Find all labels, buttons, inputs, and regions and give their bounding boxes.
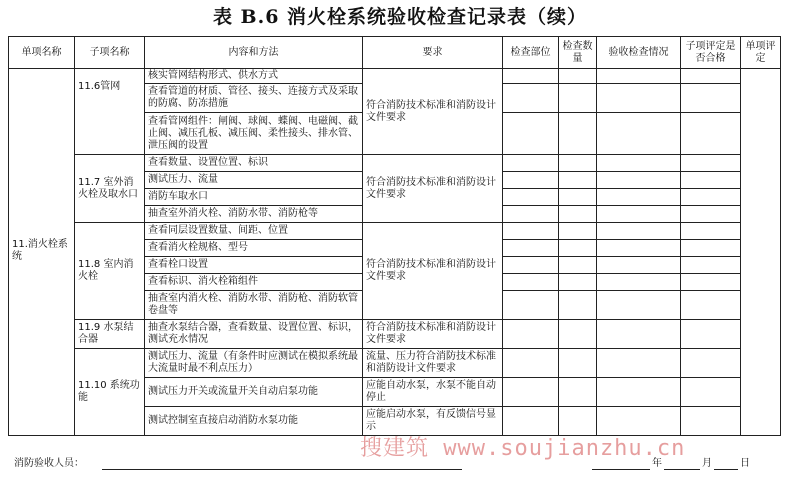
check-result-cell[interactable] [597,189,681,206]
content-cell: 查看数量、设置位置、标识 [145,155,363,172]
check-location-cell[interactable] [503,291,559,320]
subitem-pass-cell[interactable] [681,84,741,113]
check-location-cell[interactable] [503,113,559,155]
subitem-pass-cell[interactable] [681,206,741,223]
check-location-cell[interactable] [503,320,559,349]
check-quantity-cell[interactable] [559,291,597,320]
header-subitem-name: 子项名称 [75,37,145,69]
content-cell: 测试控制室直接启动消防水泵功能 [145,407,363,436]
check-result-cell[interactable] [597,291,681,320]
check-result-cell[interactable] [597,378,681,407]
check-quantity-cell[interactable] [559,349,597,378]
check-result-cell[interactable] [597,274,681,291]
subitem-name-cell: 11.9 水泵结合器 [75,320,145,349]
check-quantity-cell[interactable] [559,257,597,274]
check-quantity-cell[interactable] [559,407,597,436]
header-check-quantity: 检查数量 [559,37,597,69]
table-row [9,155,781,172]
content-cell: 消防车取水口 [145,189,363,206]
header-check-location: 检查部位 [503,37,559,69]
check-location-cell[interactable] [503,407,559,436]
subitem-pass-cell[interactable] [681,189,741,206]
subitem-name-cell: 11.6管网 [75,69,145,155]
content-cell: 抽查室内消火栓、消防水带、消防枪、消防软管卷盘等 [145,291,363,320]
day-line[interactable] [714,469,738,470]
check-result-cell[interactable] [597,320,681,349]
check-result-cell[interactable] [597,349,681,378]
unit-name-cell: 11.消火栓系统 [9,69,75,436]
check-result-cell[interactable] [597,69,681,84]
content-cell: 查看同层设置数量、间距、位置 [145,223,363,240]
check-location-cell[interactable] [503,274,559,291]
content-cell: 抽查室外消火栓、消防水带、消防枪等 [145,206,363,223]
check-quantity-cell[interactable] [559,69,597,84]
check-location-cell[interactable] [503,155,559,172]
content-cell: 查看栓口设置 [145,257,363,274]
header-unit-name: 单项名称 [9,37,75,69]
check-location-cell[interactable] [503,189,559,206]
check-result-cell[interactable] [597,155,681,172]
check-quantity-cell[interactable] [559,84,597,113]
check-quantity-cell[interactable] [559,113,597,155]
inspection-record-table [8,36,781,436]
header-row [9,37,781,69]
signature-footer [14,457,784,473]
requirement-cell: 符合消防技术标准和消防设计文件要求 [363,69,503,155]
header-check-result: 验收检查情况 [597,37,681,69]
check-quantity-cell[interactable] [559,274,597,291]
header-content-method: 内容和方法 [145,37,363,69]
content-cell: 测试压力、流量 [145,172,363,189]
check-result-cell[interactable] [597,84,681,113]
header-requirement: 要求 [363,37,503,69]
content-cell: 查看管道的材质、管径、接头、连接方式及采取的防腐、防冻措施 [145,84,363,113]
check-result-cell[interactable] [597,206,681,223]
check-location-cell[interactable] [503,69,559,84]
check-location-cell[interactable] [503,349,559,378]
check-quantity-cell[interactable] [559,378,597,407]
table-row [9,223,781,240]
page-title: 表 B.6 消火栓系统验收检查记录表（续） [212,6,588,28]
check-result-cell[interactable] [597,172,681,189]
day-label: 日 [740,458,750,469]
subitem-pass-cell[interactable] [681,407,741,436]
check-quantity-cell[interactable] [559,223,597,240]
requirement-cell: 应能自动水泵，水泵不能自动停止 [363,378,503,407]
subitem-pass-cell[interactable] [681,349,741,378]
requirement-cell: 符合消防技术标准和消防设计文件要求 [363,223,503,320]
signature-line[interactable] [102,469,462,470]
subitem-name-cell: 11.7 室外消火栓及取水口 [75,155,145,223]
check-location-cell[interactable] [503,172,559,189]
month-label: 月 [702,458,712,469]
content-cell: 查看管网组件：闸阀、球阀、蝶阀、电磁阀、截止阀、减压孔板、减压阀、柔性接头、排水管、泄压阀的设置 [145,113,363,155]
check-quantity-cell[interactable] [559,172,597,189]
year-label: 年 [652,458,662,469]
subitem-pass-cell[interactable] [681,172,741,189]
content-cell: 测试压力开关或流量开关自动启泵功能 [145,378,363,407]
requirement-cell: 流量、压力符合消防技术标准和消防设计文件要求 [363,349,503,378]
subitem-pass-cell[interactable] [681,69,741,84]
subitem-pass-cell[interactable] [681,378,741,407]
subitem-pass-cell[interactable] [681,257,741,274]
check-result-cell[interactable] [597,113,681,155]
subitem-pass-cell[interactable] [681,240,741,257]
check-result-cell[interactable] [597,257,681,274]
table-row [9,349,781,378]
watermark: 搜建筑 www.soujianzhu.cn [360,436,686,461]
check-quantity-cell[interactable] [559,189,597,206]
check-quantity-cell[interactable] [559,320,597,349]
subitem-pass-cell[interactable] [681,223,741,240]
header-unit-rating: 单项评定 [741,37,781,69]
month-line[interactable] [664,469,700,470]
subitem-name-cell: 11.10 系统功能 [75,349,145,436]
requirement-cell: 符合消防技术标准和消防设计文件要求 [363,320,503,349]
header-subitem-pass: 子项评定是否合格 [681,37,741,69]
content-cell: 核实管网结构形式、供水方式 [145,69,363,84]
content-cell: 查看标识、消火栓箱组件 [145,274,363,291]
unit-rating-cell[interactable] [741,69,781,436]
check-quantity-cell[interactable] [559,240,597,257]
content-cell: 测试压力、流量（有条件时应测试在模拟系统最大流量时最不利点压力） [145,349,363,378]
subitem-name-cell: 11.8 室内消火栓 [75,223,145,320]
table-row [9,320,781,349]
check-location-cell[interactable] [503,240,559,257]
requirement-cell: 符合消防技术标准和消防设计文件要求 [363,155,503,223]
signature-label: 消防验收人员： [14,458,84,469]
subitem-pass-cell[interactable] [681,113,741,155]
subitem-pass-cell[interactable] [681,155,741,172]
check-result-cell[interactable] [597,223,681,240]
requirement-cell: 应能启动水泵，有反馈信号显示 [363,407,503,436]
check-location-cell[interactable] [503,257,559,274]
table-row [9,69,781,84]
check-quantity-cell[interactable] [559,206,597,223]
year-line[interactable] [592,469,650,470]
check-result-cell[interactable] [597,240,681,257]
content-cell: 抽查水泵结合器，查看数量、设置位置、标识，测试充水情况 [145,320,363,349]
subitem-pass-cell[interactable] [681,291,741,320]
check-result-cell[interactable] [597,407,681,436]
content-cell: 查看消火栓规格、型号 [145,240,363,257]
check-location-cell[interactable] [503,206,559,223]
check-location-cell[interactable] [503,223,559,240]
check-location-cell[interactable] [503,84,559,113]
check-location-cell[interactable] [503,378,559,407]
subitem-pass-cell[interactable] [681,274,741,291]
subitem-pass-cell[interactable] [681,320,741,349]
check-quantity-cell[interactable] [559,155,597,172]
